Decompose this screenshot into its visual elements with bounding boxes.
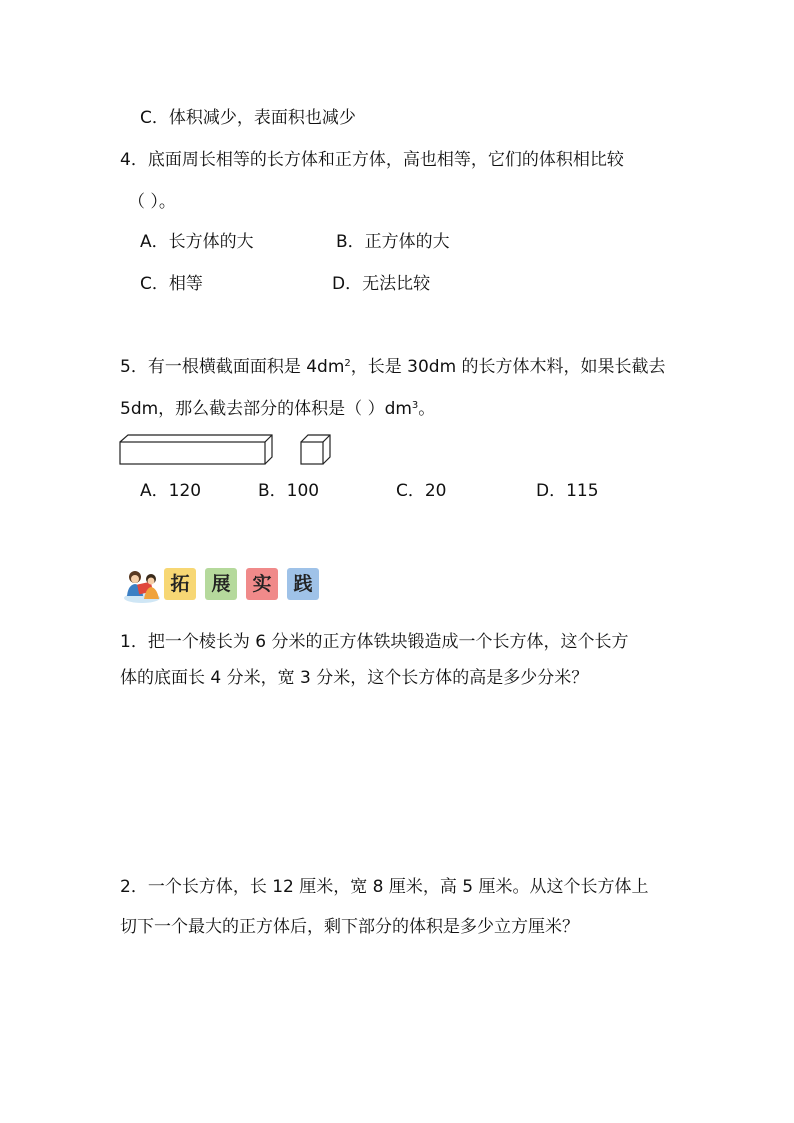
q5-option-c: C．20 bbox=[396, 481, 447, 501]
q5-option-b: B．100 bbox=[258, 481, 320, 501]
section-title-char-3: 实 bbox=[246, 568, 278, 600]
long-cuboid-drawing bbox=[120, 435, 272, 464]
reading-children-icon bbox=[122, 568, 162, 604]
section-title-char-4: 践 bbox=[287, 568, 319, 600]
q4-text-line2: （ ）。 bbox=[128, 192, 176, 212]
q3-option-c: C．体积减少，表面积也减少 bbox=[140, 108, 356, 128]
problem2-line1: 2．一个长方体，长 12 厘米，宽 8 厘米，高 5 厘米。从这个长方体上 bbox=[120, 877, 649, 897]
q5-text-line2 bbox=[120, 397, 435, 421]
q5-line1-sup: 2 bbox=[344, 358, 351, 369]
problem2-line2: 切下一个最大的正方体后，剩下部分的体积是多少立方厘米？ bbox=[120, 917, 579, 937]
q4-option-c: C．相等 bbox=[140, 274, 203, 294]
q5-line2-post: 。 bbox=[418, 399, 436, 419]
q5-option-a: A．120 bbox=[140, 481, 202, 501]
q5-text-line1 bbox=[120, 355, 666, 379]
q4-option-b: B．正方体的大 bbox=[336, 232, 450, 252]
problem1-line2: 体的底面长 4 分米，宽 3 分米，这个长方体的高是多少分米？ bbox=[120, 668, 589, 688]
section-title-char-1: 拓 bbox=[164, 568, 196, 600]
q4-option-a: A．长方体的大 bbox=[140, 232, 254, 252]
small-cube-drawing bbox=[301, 435, 330, 464]
q4-option-d: D．无法比较 bbox=[332, 274, 431, 294]
q5-line1-pre: 5．有一根横截面面积是 4dm bbox=[120, 357, 345, 377]
q5-line2-sup: 3 bbox=[411, 400, 419, 411]
q5-cuboid-figures bbox=[118, 432, 333, 468]
problem1-line1: 1．把一个棱长为 6 分米的正方体铁块锻造成一个长方体，这个长方 bbox=[120, 632, 629, 652]
q5-line1-post: ，长是 30dm 的长方体木料，如果长截去 bbox=[350, 357, 666, 377]
q4-text-line1: 4．底面周长相等的长方体和正方体，高也相等，它们的体积相比较 bbox=[120, 150, 624, 170]
q5-option-d: D．115 bbox=[536, 481, 599, 501]
q5-line2-pre: 5dm，那么截去部分的体积是（ ）dm bbox=[120, 399, 412, 419]
section-title-char-2: 展 bbox=[205, 568, 237, 600]
